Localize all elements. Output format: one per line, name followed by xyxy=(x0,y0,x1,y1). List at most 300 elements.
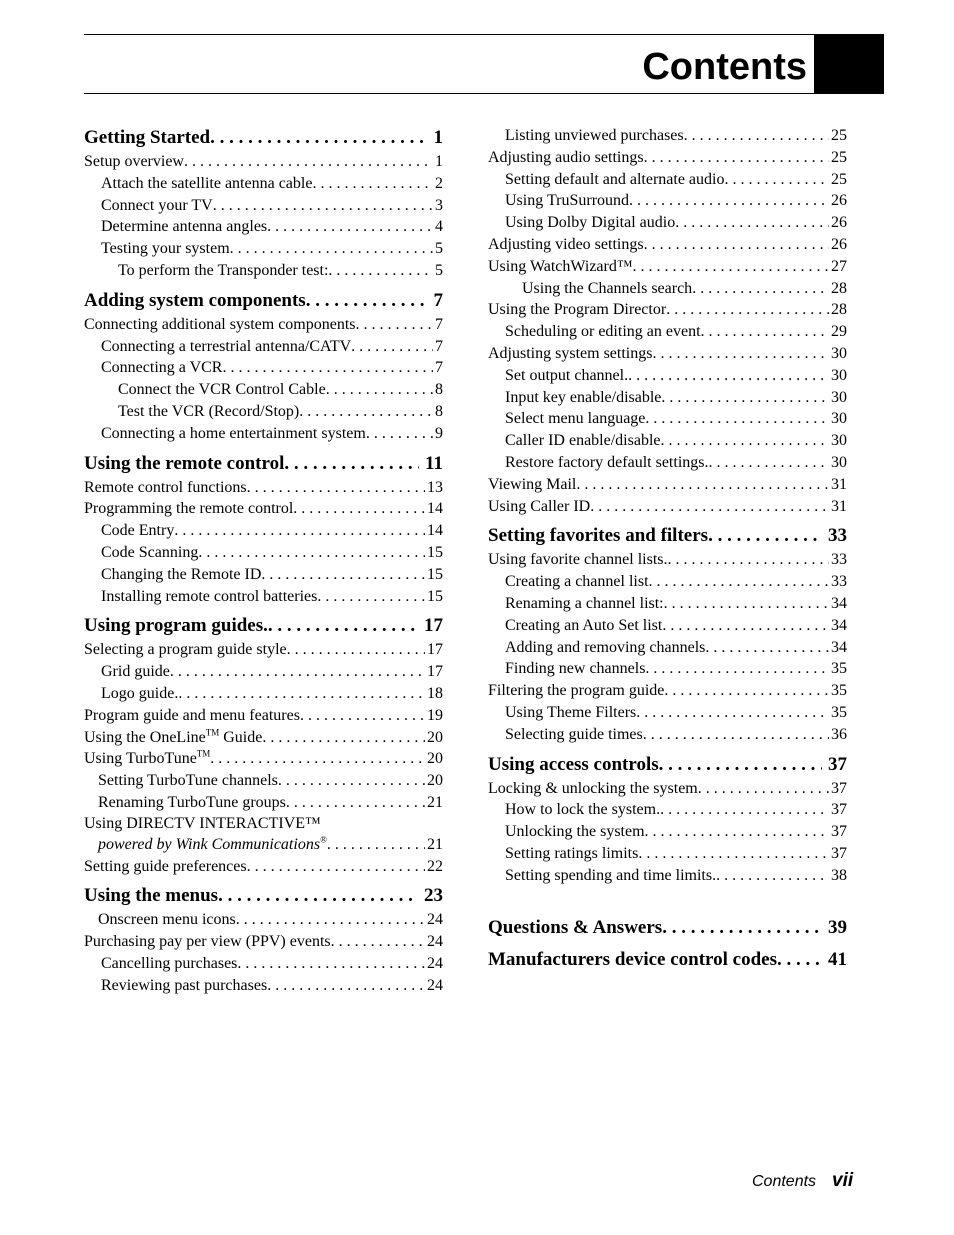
toc-page-number: 5 xyxy=(435,240,443,258)
toc-title xyxy=(118,379,326,401)
toc-title xyxy=(101,542,198,564)
toc-entry[interactable] xyxy=(84,173,443,195)
dot-leader xyxy=(659,752,822,778)
toc-page-number: 29 xyxy=(831,323,847,341)
toc-entry[interactable] xyxy=(84,260,443,282)
toc-title-text: Code Scanning xyxy=(101,543,199,561)
dot-leader xyxy=(633,256,829,278)
dot-leader xyxy=(777,947,822,973)
toc-title xyxy=(84,498,293,520)
toc-title xyxy=(505,571,649,593)
dot-leader xyxy=(666,299,829,321)
toc-title-text: powered by Wink Communications xyxy=(98,835,321,853)
toc-page-number: 7 xyxy=(435,315,443,333)
toc-title-text: Adjusting audio settings xyxy=(488,148,644,166)
toc-page-number: 33 xyxy=(831,551,847,569)
dot-leader xyxy=(698,778,829,800)
toc-page-number: 17 xyxy=(427,663,443,681)
toc-title xyxy=(118,260,328,282)
toc-title-text: Code Entry xyxy=(101,522,175,540)
toc-entry[interactable] xyxy=(84,931,443,953)
toc-page-number: 35 xyxy=(831,703,847,721)
dot-leader xyxy=(300,705,425,727)
toc-title xyxy=(488,778,698,800)
toc-entry[interactable] xyxy=(488,169,847,191)
toc-title-text: Creating an Auto Set list xyxy=(505,616,663,634)
footer-page-number: vii xyxy=(832,1170,854,1191)
dot-leader xyxy=(286,792,425,814)
toc-page-number: 26 xyxy=(831,235,847,253)
toc-page-number: 20 xyxy=(427,728,443,746)
toc-page-number: 39 xyxy=(828,916,847,938)
toc-title-text: Grid guide xyxy=(101,663,170,681)
dot-leader xyxy=(317,586,425,608)
dot-leader xyxy=(299,401,433,423)
toc-entry[interactable] xyxy=(488,343,847,365)
toc-title-text: Connecting additional system components xyxy=(84,315,356,333)
toc-entry[interactable] xyxy=(84,357,443,379)
toc-entry[interactable] xyxy=(84,238,443,260)
toc-entry[interactable] xyxy=(488,593,847,615)
toc-title-text: Setting spending and time limits. xyxy=(505,866,717,884)
toc-entry[interactable] xyxy=(488,147,847,169)
toc-title-text: Reviewing past purchases xyxy=(101,976,268,994)
toc-title-text: Selecting guide times xyxy=(505,725,643,743)
toc-page-number: 36 xyxy=(831,725,847,743)
dot-leader xyxy=(636,702,829,724)
toc-title xyxy=(488,549,668,571)
toc-title: Getting Started xyxy=(84,127,211,148)
toc-title xyxy=(101,953,237,975)
toc-title xyxy=(488,474,576,496)
toc-entry[interactable] xyxy=(84,423,443,445)
toc-page-number: 37 xyxy=(831,844,847,862)
dot-leader xyxy=(645,408,829,430)
dot-leader xyxy=(331,931,425,953)
toc-entry[interactable] xyxy=(488,408,847,430)
toc-entry[interactable] xyxy=(488,778,847,800)
toc-title xyxy=(84,477,247,499)
toc-title xyxy=(101,520,174,542)
toc-entry[interactable] xyxy=(84,336,443,358)
dot-leader xyxy=(262,727,425,749)
toc-title-text: Connecting a home entertainment system xyxy=(101,424,366,442)
toc-title-text: Setting ratings limits xyxy=(505,844,639,862)
toc-page-number: 19 xyxy=(427,706,443,724)
toc-entry[interactable] xyxy=(488,125,847,147)
toc-page-number: 8 xyxy=(435,381,443,399)
toc-title xyxy=(101,216,267,238)
toc-entry[interactable] xyxy=(84,314,443,336)
toc-title: Adding system components xyxy=(84,289,306,311)
toc-page-number: 4 xyxy=(435,218,443,236)
toc-page-number: 30 xyxy=(831,366,847,384)
toc-title-text: Cancelling purchases xyxy=(101,954,238,972)
toc-page-number: 3 xyxy=(435,196,443,214)
toc-column-left xyxy=(84,125,443,997)
toc-title xyxy=(505,821,645,843)
toc-title xyxy=(505,658,645,680)
toc-title xyxy=(101,661,170,683)
toc-title-text: Selecting a program guide style xyxy=(84,641,287,659)
toc-title-text: Select menu language xyxy=(505,410,646,428)
toc-entry[interactable] xyxy=(488,365,847,387)
dot-leader xyxy=(268,613,418,639)
toc-entry[interactable] xyxy=(84,586,443,608)
dot-leader xyxy=(326,379,433,401)
toc-entry[interactable] xyxy=(84,953,443,975)
dot-leader xyxy=(287,639,425,661)
toc-entry[interactable] xyxy=(84,542,443,564)
toc-section-heading[interactable] xyxy=(488,752,847,778)
toc-title-text: Using the OneLine xyxy=(84,728,206,746)
toc-entry[interactable] xyxy=(488,658,847,680)
toc-title-text: How to lock the system. xyxy=(505,801,661,819)
toc-title-text: Using TurboTune xyxy=(84,750,197,768)
toc-title-text: Changing the Remote ID xyxy=(101,565,262,583)
toc-title: Manufacturers device control codes xyxy=(488,948,777,970)
dot-leader xyxy=(267,975,425,997)
toc-title xyxy=(488,496,590,518)
dot-leader xyxy=(213,195,433,217)
toc-entry[interactable] xyxy=(84,975,443,997)
spacer xyxy=(488,887,847,909)
toc-page-number: 24 xyxy=(427,976,443,994)
toc-page-number: 34 xyxy=(831,594,847,612)
toc-page-number: 1 xyxy=(433,127,443,148)
dot-leader xyxy=(230,238,433,260)
toc-entry[interactable] xyxy=(488,299,847,321)
toc-entry[interactable] xyxy=(84,520,443,542)
toc-title-text: Input key enable/disable xyxy=(505,388,662,406)
trademark-mark: TM xyxy=(196,749,211,759)
dot-leader xyxy=(247,477,425,499)
dot-leader xyxy=(590,496,829,518)
dot-leader xyxy=(644,234,829,256)
toc-title xyxy=(488,680,664,702)
toc-entry[interactable] xyxy=(84,477,443,499)
toc-entry[interactable] xyxy=(488,571,847,593)
toc-title-text: Finding new channels xyxy=(505,660,646,678)
toc-title-text: Locking & unlocking the system xyxy=(488,779,698,797)
toc-title-text: Unlocking the system xyxy=(505,823,645,841)
dot-leader xyxy=(576,474,829,496)
dot-leader xyxy=(652,343,829,365)
toc-title-text: Set output channel. xyxy=(505,366,629,384)
dot-leader xyxy=(218,883,418,909)
toc-entry[interactable] xyxy=(84,379,443,401)
toc-page-number: 21 xyxy=(427,793,443,811)
dot-leader xyxy=(701,321,829,343)
toc-page-number: 8 xyxy=(435,402,443,420)
toc-title-text: Filtering the program guide xyxy=(488,682,665,700)
toc-title: Using the remote control xyxy=(84,452,285,474)
toc-entry[interactable] xyxy=(84,705,443,727)
toc-page-number: 7 xyxy=(433,289,443,311)
toc-page-number: 37 xyxy=(831,801,847,819)
toc-page-number: 20 xyxy=(427,750,443,768)
dot-leader xyxy=(284,451,419,477)
toc-title-text: Using the Program Director xyxy=(488,301,667,319)
toc-title-text: Purchasing pay per view (PPV) events xyxy=(84,933,331,951)
toc-section-heading[interactable] xyxy=(84,883,443,909)
toc-title-text: Listing unviewed purchases xyxy=(505,127,684,144)
dot-leader xyxy=(675,212,829,234)
toc-title-text: Onscreen menu icons xyxy=(98,911,236,929)
toc-entry[interactable] xyxy=(84,661,443,683)
toc-title-text: Adjusting video settings xyxy=(488,235,644,253)
toc-page-number: 27 xyxy=(831,257,847,275)
toc-page-number: 33 xyxy=(831,573,847,591)
toc-entry-line2 xyxy=(84,834,443,856)
toc-entry[interactable] xyxy=(488,212,847,234)
toc-page-number: 37 xyxy=(828,753,847,775)
toc-title xyxy=(84,705,300,727)
toc-page-number: 24 xyxy=(427,933,443,951)
dot-leader xyxy=(708,523,822,549)
toc-title xyxy=(522,278,692,300)
toc-entry[interactable] xyxy=(488,256,847,278)
dot-leader xyxy=(170,661,425,683)
toc-page-number: 15 xyxy=(427,587,443,605)
toc-title xyxy=(488,147,644,169)
toc-section-heading[interactable] xyxy=(84,613,443,639)
toc-entry[interactable] xyxy=(84,792,443,814)
dot-leader xyxy=(662,615,829,637)
toc-page-number: 7 xyxy=(435,359,443,377)
dot-leader xyxy=(661,387,829,409)
toc-page-number: 15 xyxy=(427,565,443,583)
toc-title xyxy=(101,564,261,586)
toc-title xyxy=(84,727,262,749)
dot-leader xyxy=(327,834,425,856)
toc-page-number: 15 xyxy=(427,543,443,561)
dot-leader xyxy=(628,365,829,387)
toc-title xyxy=(101,586,317,608)
toc-page-number: 24 xyxy=(427,954,443,972)
dot-leader xyxy=(660,799,829,821)
toc-entry[interactable] xyxy=(84,498,443,520)
toc-page-number: 37 xyxy=(831,823,847,841)
toc-entry[interactable] xyxy=(488,637,847,659)
dot-leader xyxy=(198,542,425,564)
toc-title-text: Using Theme Filters xyxy=(505,703,637,721)
toc-title-text: Creating a channel list xyxy=(505,573,649,591)
dot-leader xyxy=(178,683,425,705)
toc-entry[interactable] xyxy=(488,474,847,496)
toc-entry[interactable] xyxy=(488,452,847,474)
toc-title xyxy=(505,865,716,887)
toc-entry[interactable] xyxy=(84,909,443,931)
toc-title-text: Scheduling or editing an event xyxy=(505,323,701,341)
toc-title-suffix: Guide xyxy=(219,728,263,746)
toc-page-number: 30 xyxy=(831,388,847,406)
toc-title-text: Renaming a channel list: xyxy=(505,594,664,612)
toc-title-text: Logo guide. xyxy=(101,684,179,702)
registered-mark: ® xyxy=(320,834,327,845)
toc-section-heading[interactable] xyxy=(84,451,443,477)
dot-leader xyxy=(174,520,425,542)
toc-page-number: 25 xyxy=(831,127,847,144)
toc-title xyxy=(101,238,230,260)
toc-title xyxy=(488,299,666,321)
toc-entry[interactable] xyxy=(84,748,443,770)
toc-page-number: 11 xyxy=(425,452,443,474)
page-title: Contents xyxy=(642,46,807,88)
toc-page-number: 5 xyxy=(435,261,443,279)
toc-title-text: Using Caller ID xyxy=(488,497,591,515)
toc-entry[interactable] xyxy=(84,856,443,878)
toc-title-text: Adjusting system settings xyxy=(488,344,653,362)
toc-title: Using access controls xyxy=(488,753,659,775)
toc-page-number: 30 xyxy=(831,410,847,428)
toc-section-heading[interactable] xyxy=(84,125,443,151)
toc-entry[interactable] xyxy=(488,799,847,821)
toc-entry[interactable] xyxy=(84,564,443,586)
toc-page-number: 30 xyxy=(831,453,847,471)
toc-title xyxy=(101,173,312,195)
dot-leader xyxy=(662,915,822,941)
toc-entry[interactable] xyxy=(84,401,443,423)
toc-entry[interactable] xyxy=(488,702,847,724)
toc-entry[interactable] xyxy=(488,724,847,746)
dot-leader xyxy=(237,953,425,975)
dot-leader xyxy=(210,748,425,770)
dot-leader xyxy=(645,658,829,680)
toc-page-number: 30 xyxy=(831,432,847,450)
toc-section-heading[interactable] xyxy=(488,523,847,549)
toc-page-number: 31 xyxy=(831,475,847,493)
toc-page-number: 26 xyxy=(831,214,847,232)
toc-entry[interactable] xyxy=(84,727,443,749)
toc-entry[interactable] xyxy=(488,680,847,702)
toc-title-text: Caller ID enable/disable xyxy=(505,432,661,450)
dot-leader xyxy=(716,865,829,887)
toc-page-number: 35 xyxy=(831,660,847,678)
toc-entry[interactable] xyxy=(488,234,847,256)
toc-page-number: 25 xyxy=(831,170,847,188)
dot-leader xyxy=(278,770,425,792)
toc-entry[interactable] xyxy=(488,496,847,518)
toc-title xyxy=(98,909,236,931)
toc-entry[interactable] xyxy=(488,821,847,843)
toc-title: Using the menus xyxy=(84,885,219,907)
toc-page-number: 35 xyxy=(831,682,847,700)
toc-title-text: Connect your TV xyxy=(101,196,213,214)
header-top-rule xyxy=(84,34,884,35)
dot-leader xyxy=(629,190,829,212)
toc-title xyxy=(101,336,351,358)
toc-entry[interactable] xyxy=(84,639,443,661)
toc-title-text: Adding and removing channels xyxy=(505,638,706,656)
toc-title xyxy=(98,770,278,792)
toc-title-text: Remote control functions xyxy=(84,478,247,496)
toc-title-text: Using TruSurround xyxy=(505,192,630,210)
toc-page-number: 33 xyxy=(828,525,847,547)
dot-leader xyxy=(724,169,829,191)
toc-title-text: Installing remote control batteries xyxy=(101,587,318,605)
toc-page-number: 34 xyxy=(831,638,847,656)
toc-entry[interactable] xyxy=(488,549,847,571)
toc-title xyxy=(101,357,222,379)
toc-entry[interactable] xyxy=(488,430,847,452)
dot-leader xyxy=(668,549,829,571)
toc-title xyxy=(505,702,636,724)
toc-title-text: Test the VCR (Record/Stop) xyxy=(118,402,300,420)
dot-leader xyxy=(306,288,428,314)
dot-leader xyxy=(709,452,830,474)
dot-leader xyxy=(649,571,829,593)
toc-title xyxy=(505,125,684,147)
toc-entry-wrapped[interactable] xyxy=(84,814,443,856)
toc-title-text: Determine antenna angles xyxy=(101,218,268,236)
toc-page-number: 23 xyxy=(424,885,443,907)
toc-title xyxy=(505,212,675,234)
toc-entry[interactable] xyxy=(488,321,847,343)
toc-entry[interactable] xyxy=(488,843,847,865)
toc-title-text: Renaming TurboTune groups xyxy=(98,793,286,811)
toc-section-heading[interactable] xyxy=(488,915,847,941)
toc-section-heading[interactable] xyxy=(488,947,847,973)
toc-title-text: Programming the remote control xyxy=(84,500,294,518)
toc-title-text: Using the Channels search xyxy=(522,279,693,297)
toc-page-number: 22 xyxy=(427,857,443,875)
toc-entry[interactable] xyxy=(488,190,847,212)
dot-leader xyxy=(664,680,829,702)
toc-title xyxy=(505,408,645,430)
toc-page-number: 18 xyxy=(427,684,443,702)
toc-title-text: Attach the satellite antenna cable xyxy=(101,174,313,192)
toc-entry[interactable] xyxy=(488,387,847,409)
dot-leader xyxy=(638,843,829,865)
toc-title: Questions & Answers xyxy=(488,916,663,938)
toc-title xyxy=(505,365,628,387)
toc-title xyxy=(84,314,356,336)
toc-entry[interactable] xyxy=(84,770,443,792)
toc-page-number: 31 xyxy=(831,497,847,515)
toc-title xyxy=(505,190,629,212)
toc-title xyxy=(505,430,661,452)
toc-entry[interactable] xyxy=(488,278,847,300)
toc-entry[interactable] xyxy=(84,683,443,705)
toc-entry[interactable] xyxy=(84,195,443,217)
toc-title-text: Restore factory default settings. xyxy=(505,453,709,471)
dot-leader xyxy=(692,278,829,300)
toc-title xyxy=(488,234,644,256)
toc-page-number: 17 xyxy=(424,615,443,637)
trademark-mark: TM xyxy=(205,727,220,738)
toc-entry[interactable] xyxy=(84,151,443,173)
toc-entry[interactable] xyxy=(488,865,847,887)
toc-section-heading[interactable] xyxy=(84,288,443,314)
toc-page-number: 17 xyxy=(427,641,443,659)
header-bottom-rule xyxy=(84,93,884,94)
toc-page-number: 9 xyxy=(435,424,443,442)
toc-page-number: 38 xyxy=(831,866,847,884)
toc-title xyxy=(488,256,633,278)
toc-page-number: 28 xyxy=(831,279,847,297)
toc-entry[interactable] xyxy=(488,615,847,637)
toc-title-text: Connect the VCR Control Cable xyxy=(118,381,326,399)
dot-leader xyxy=(664,593,829,615)
dot-leader xyxy=(312,173,433,195)
toc-title-text: Program guide and menu features xyxy=(84,706,300,724)
dot-leader xyxy=(184,151,433,173)
footer-label: Contents xyxy=(752,1173,817,1190)
toc-page-number: 37 xyxy=(831,779,847,797)
toc-page-number: 21 xyxy=(427,835,443,853)
toc-entry[interactable] xyxy=(84,216,443,238)
